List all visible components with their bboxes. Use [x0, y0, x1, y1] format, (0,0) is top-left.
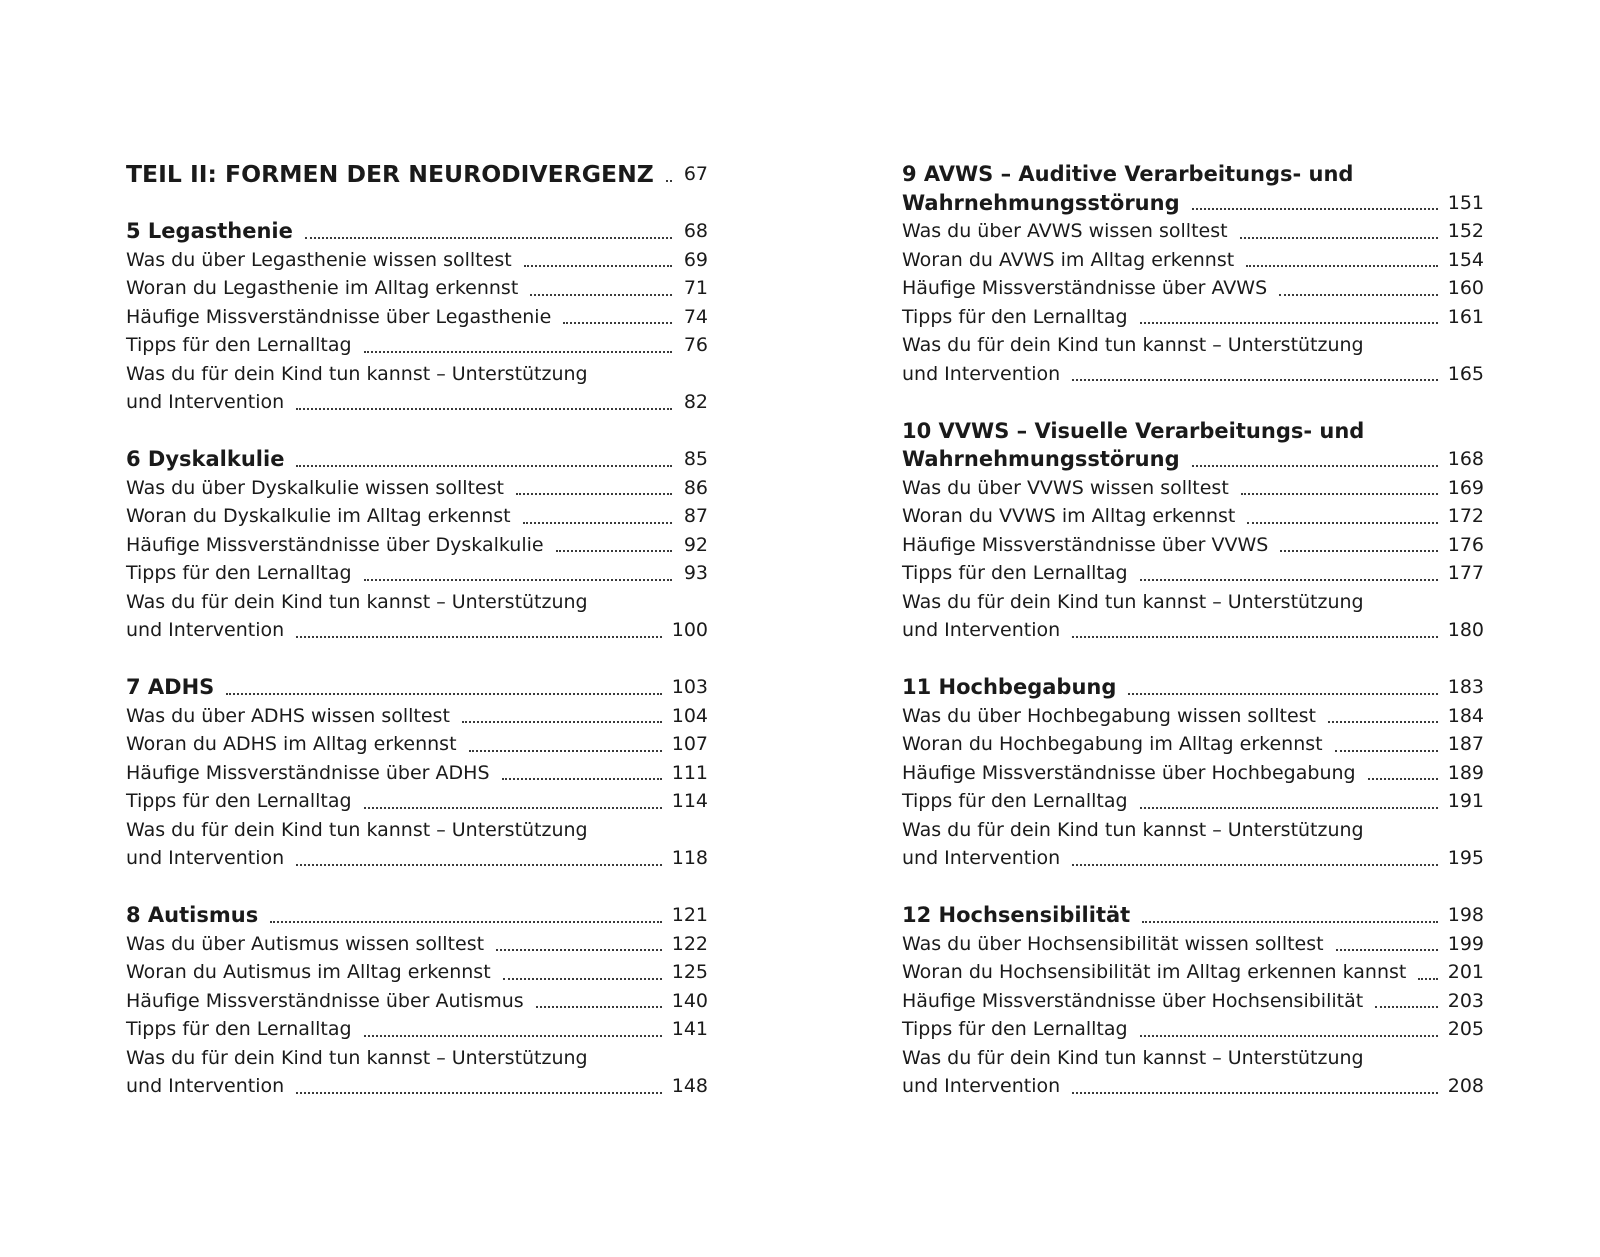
- page-number: 104: [671, 704, 708, 727]
- dot-leader: [1240, 237, 1438, 239]
- entry-title: und Intervention: [902, 362, 1061, 385]
- toc-entry-line1: Was du für dein Kind tun kannst – Unterstützung: [126, 818, 588, 841]
- page-number: 140: [671, 989, 708, 1012]
- toc-entry: [126, 559, 708, 588]
- dot-leader: [296, 864, 662, 866]
- chapter-title: 7 ADHS: [126, 675, 215, 699]
- dot-leader: [296, 408, 672, 410]
- page-number: 68: [683, 220, 708, 242]
- chapter-heading: [126, 901, 708, 930]
- entry-title: Was du über Dyskalkulie wissen solltest: [126, 476, 505, 499]
- page-number: 85: [683, 448, 708, 470]
- dot-leader: [1072, 864, 1438, 866]
- toc-entry-line1: Was du für dein Kind tun kannst – Unterstützung: [902, 590, 1364, 613]
- chapter-dyskalkulie: [126, 445, 708, 645]
- entry-title: und Intervention: [126, 619, 285, 641]
- dot-leader: [1375, 1006, 1438, 1008]
- toc-entry: [902, 987, 1484, 1016]
- dot-leader: [503, 978, 662, 980]
- toc-entry: [902, 958, 1484, 987]
- entry-title: Häufige Missverständnisse über Autismus: [126, 989, 524, 1012]
- dot-leader: [1279, 294, 1438, 296]
- dot-leader: [1072, 1092, 1438, 1094]
- dot-leader: [563, 322, 672, 324]
- chapter-vvws: [902, 417, 1484, 645]
- dot-leader: [1192, 465, 1438, 467]
- chapter-title: 5 Legasthenie: [126, 219, 293, 243]
- toc-entry: [126, 388, 708, 417]
- entry-title: und Intervention: [902, 1075, 1061, 1097]
- chapter-title: 12 Hochsensibilität: [902, 903, 1131, 927]
- toc-entry: [126, 331, 708, 360]
- entry-title: Was du über ADHS wissen solltest: [126, 704, 450, 727]
- dot-leader: [1280, 550, 1437, 552]
- entry-title: Woran du ADHS im Alltag erkennst: [126, 733, 457, 755]
- dot-leader: [1140, 1035, 1438, 1037]
- toc-entry: [902, 274, 1484, 303]
- entry-title: Häufige Missverständnisse über Hochsensibilität: [902, 989, 1364, 1012]
- dot-leader: [469, 750, 662, 752]
- entry-title: Was du über VVWS wissen solltest: [902, 476, 1229, 499]
- entry-title: Was du über Legasthenie wissen solltest: [126, 248, 512, 271]
- dot-leader: [1418, 978, 1437, 980]
- chapter-avws: [902, 160, 1484, 388]
- page-number: 195: [1447, 847, 1484, 869]
- dot-leader: [296, 465, 672, 467]
- page-number: 205: [1447, 1018, 1484, 1040]
- dot-leader: [496, 949, 662, 951]
- toc-entry: [126, 1072, 708, 1101]
- toc-entry: [902, 844, 1484, 873]
- dot-leader: [523, 522, 672, 524]
- page-number: 160: [1447, 277, 1484, 299]
- page-number: 121: [671, 904, 708, 926]
- entry-title: Tipps für den Lernalltag: [126, 334, 352, 356]
- dot-leader: [364, 351, 672, 353]
- page-number: 87: [683, 505, 708, 527]
- entry-title: Woran du Autismus im Alltag erkennst: [126, 961, 491, 983]
- toc-entry: [126, 930, 708, 959]
- entry-title: Häufige Missverständnisse über Legasthenie: [126, 305, 552, 328]
- dot-leader: [296, 1092, 662, 1094]
- page-number: 93: [683, 562, 708, 584]
- chapter-title: Wahrnehmungsstörung: [902, 190, 1180, 215]
- toc-entry: [902, 474, 1484, 503]
- dot-leader: [1368, 778, 1438, 780]
- page-number: 114: [671, 790, 708, 812]
- entry-title: und Intervention: [902, 619, 1061, 641]
- chapter-heading: [902, 901, 1484, 930]
- toc-entry-line1: Was du für dein Kind tun kannst – Unterstützung: [126, 590, 588, 613]
- page-number: 67: [683, 163, 708, 185]
- chapter-title: 8 Autismus: [126, 903, 259, 927]
- toc-entry-line1: Was du für dein Kind tun kannst – Unterstützung: [126, 1046, 588, 1069]
- entry-title: Tipps für den Lernalltag: [902, 1018, 1128, 1040]
- toc-entry: [126, 246, 708, 275]
- toc-entry: [126, 730, 708, 759]
- entry-title: Woran du Hochsensibilität im Alltag erkennen kannst: [902, 961, 1407, 983]
- page-number: 168: [1447, 448, 1484, 470]
- entry-title: Tipps für den Lernalltag: [126, 1018, 352, 1040]
- dot-leader: [1241, 493, 1438, 495]
- toc-entry: [902, 702, 1484, 731]
- dot-leader: [1328, 721, 1438, 723]
- entry-title: Tipps für den Lernalltag: [902, 790, 1128, 812]
- page-number: 111: [671, 761, 708, 784]
- page-number: 152: [1447, 220, 1484, 242]
- toc-entry: [126, 702, 708, 731]
- page-number: 92: [683, 533, 708, 556]
- dot-leader: [1140, 579, 1438, 581]
- toc-entry: [902, 930, 1484, 959]
- page-number: 103: [671, 676, 708, 698]
- chapter-hochbegabung: [902, 673, 1484, 873]
- page-number: 191: [1447, 790, 1484, 812]
- entry-title: Was du über Autismus wissen solltest: [126, 932, 485, 955]
- page-number: 199: [1447, 932, 1484, 955]
- toc-entry: [126, 502, 708, 531]
- entry-title: Woran du Legasthenie im Alltag erkennst: [126, 277, 519, 299]
- toc-entry-line1: Was du für dein Kind tun kannst – Unterstützung: [126, 362, 588, 385]
- page-number: 82: [683, 391, 708, 413]
- toc-entry: [902, 246, 1484, 275]
- page-number: 154: [1447, 248, 1484, 271]
- dot-leader: [1246, 265, 1438, 267]
- page-number: 76: [683, 334, 708, 356]
- toc-entry: [902, 759, 1484, 788]
- part-title: TEIL II: FORMEN DER NEURODIVERGENZ: [126, 160, 654, 188]
- entry-title: Häufige Missverständnisse über AVWS: [902, 277, 1268, 299]
- page-number: 180: [1447, 619, 1484, 641]
- entry-title: und Intervention: [126, 391, 285, 413]
- page-number: 187: [1447, 733, 1484, 755]
- toc-entry: [126, 474, 708, 503]
- page-number: 74: [683, 305, 708, 328]
- toc-entry: [902, 303, 1484, 332]
- chapter-heading: [902, 673, 1484, 702]
- page-number: 118: [671, 847, 708, 869]
- toc-entry: [126, 787, 708, 816]
- dot-leader: [226, 693, 661, 695]
- entry-title: und Intervention: [902, 847, 1061, 869]
- dot-leader: [502, 778, 662, 780]
- page-number: 100: [671, 619, 708, 641]
- page-number: 208: [1447, 1075, 1484, 1097]
- toc-entry: [902, 502, 1484, 531]
- page-number: 198: [1447, 904, 1484, 926]
- dot-leader: [524, 265, 672, 267]
- toc-entry: [126, 1015, 708, 1044]
- page-number: 177: [1447, 562, 1484, 584]
- toc-entry: [126, 844, 708, 873]
- dot-leader: [536, 1006, 662, 1008]
- entry-title: Woran du AVWS im Alltag erkennst: [902, 248, 1235, 271]
- page-number: 183: [1447, 676, 1484, 698]
- entry-title: Tipps für den Lernalltag: [126, 790, 352, 812]
- chapter-adhs: [126, 673, 708, 873]
- entry-title: Woran du Dyskalkulie im Alltag erkennst: [126, 505, 511, 527]
- page-number: 165: [1447, 362, 1484, 385]
- chapter-legasthenie: [126, 217, 708, 417]
- toc-entry: [126, 303, 708, 332]
- chapter-title: 6 Dyskalkulie: [126, 447, 285, 471]
- dot-leader: [666, 180, 672, 182]
- toc-entry: [126, 759, 708, 788]
- chapter-hochsensibilitaet: [902, 901, 1484, 1101]
- toc-entry: [902, 730, 1484, 759]
- page-number: 176: [1447, 533, 1484, 556]
- dot-leader: [270, 921, 662, 923]
- toc-left-column: [126, 160, 708, 1129]
- entry-title: Häufige Missverständnisse über VVWS: [902, 533, 1269, 556]
- entry-title: Was du über Hochbegabung wissen solltest: [902, 704, 1316, 727]
- dot-leader: [516, 493, 672, 495]
- page-number: 172: [1447, 505, 1484, 527]
- toc-entry: [902, 787, 1484, 816]
- dot-leader: [462, 721, 662, 723]
- toc-entry-line1: Was du für dein Kind tun kannst – Unterstützung: [902, 334, 1364, 356]
- dot-leader: [364, 1035, 662, 1037]
- toc-entry: [902, 616, 1484, 645]
- dot-leader: [296, 636, 662, 638]
- chapter-heading-line1: 9 AVWS – Auditive Verarbeitungs- und: [902, 162, 1354, 186]
- dot-leader: [1140, 807, 1438, 809]
- entry-title: Häufige Missverständnisse über Hochbegabung: [902, 761, 1356, 784]
- page-number: 141: [671, 1018, 708, 1040]
- toc-entry: [902, 1015, 1484, 1044]
- toc-right-column: [902, 160, 1484, 1129]
- page-number: 203: [1447, 989, 1484, 1012]
- page-number: 69: [683, 248, 708, 271]
- page-number: 184: [1447, 704, 1484, 727]
- toc-entry: [126, 616, 708, 645]
- entry-title: Was du über Hochsensibilität wissen solltest: [902, 932, 1324, 955]
- toc-entry: [126, 958, 708, 987]
- toc-entry: [902, 217, 1484, 246]
- toc-entry: [902, 531, 1484, 560]
- entry-title: Häufige Missverständnisse über ADHS: [126, 761, 490, 784]
- page-number: 169: [1447, 476, 1484, 499]
- dot-leader: [305, 237, 672, 239]
- page-number: 125: [671, 961, 708, 983]
- dot-leader: [1192, 208, 1438, 210]
- dot-leader: [1072, 379, 1438, 381]
- entry-title: Woran du Hochbegabung im Alltag erkennst: [902, 733, 1323, 755]
- entry-title: Häufige Missverständnisse über Dyskalkulie: [126, 533, 544, 556]
- chapter-heading: [902, 189, 1484, 218]
- entry-title: und Intervention: [126, 1075, 285, 1097]
- page-number: 122: [671, 932, 708, 955]
- entry-title: Tipps für den Lernalltag: [902, 305, 1128, 328]
- page-number: 71: [683, 277, 708, 299]
- toc-entry: [126, 274, 708, 303]
- dot-leader: [1072, 636, 1438, 638]
- dot-leader: [364, 807, 662, 809]
- dot-leader: [1336, 949, 1438, 951]
- page-number: 201: [1447, 961, 1484, 983]
- page-number: 148: [671, 1075, 708, 1097]
- dot-leader: [1128, 693, 1437, 695]
- page-number: 107: [671, 733, 708, 755]
- chapter-heading: [126, 673, 708, 702]
- toc-entry: [126, 987, 708, 1016]
- dot-leader: [530, 294, 672, 296]
- chapter-heading: [126, 445, 708, 474]
- dot-leader: [1140, 322, 1438, 324]
- entry-title: Tipps für den Lernalltag: [902, 562, 1128, 584]
- toc-entry: [126, 531, 708, 560]
- chapter-heading: [902, 445, 1484, 474]
- page-number: 161: [1447, 305, 1484, 328]
- page-number: 189: [1447, 761, 1484, 784]
- chapter-autismus: [126, 901, 708, 1101]
- dot-leader: [1142, 921, 1438, 923]
- toc-entry: [902, 360, 1484, 389]
- toc-entry-line1: Was du für dein Kind tun kannst – Unterstützung: [902, 1046, 1364, 1069]
- page-number: 86: [683, 476, 708, 499]
- entry-title: Tipps für den Lernalltag: [126, 562, 352, 584]
- part-heading: [126, 160, 708, 189]
- chapter-title: 11 Hochbegabung: [902, 675, 1117, 699]
- entry-title: Was du über AVWS wissen solltest: [902, 220, 1228, 242]
- toc-entry: [902, 559, 1484, 588]
- dot-leader: [556, 550, 672, 552]
- entry-title: Woran du VVWS im Alltag erkennst: [902, 505, 1236, 527]
- chapter-title: Wahrnehmungsstörung: [902, 447, 1180, 471]
- toc-entry: [902, 1072, 1484, 1101]
- entry-title: und Intervention: [126, 847, 285, 869]
- dot-leader: [1247, 522, 1437, 524]
- chapter-heading-line1: 10 VVWS – Visuelle Verarbeitungs- und: [902, 418, 1365, 443]
- chapter-heading: [126, 217, 708, 246]
- toc-entry-line1: Was du für dein Kind tun kannst – Unterstützung: [902, 818, 1364, 841]
- dot-leader: [364, 579, 672, 581]
- page-number: 151: [1447, 191, 1484, 214]
- dot-leader: [1335, 750, 1438, 752]
